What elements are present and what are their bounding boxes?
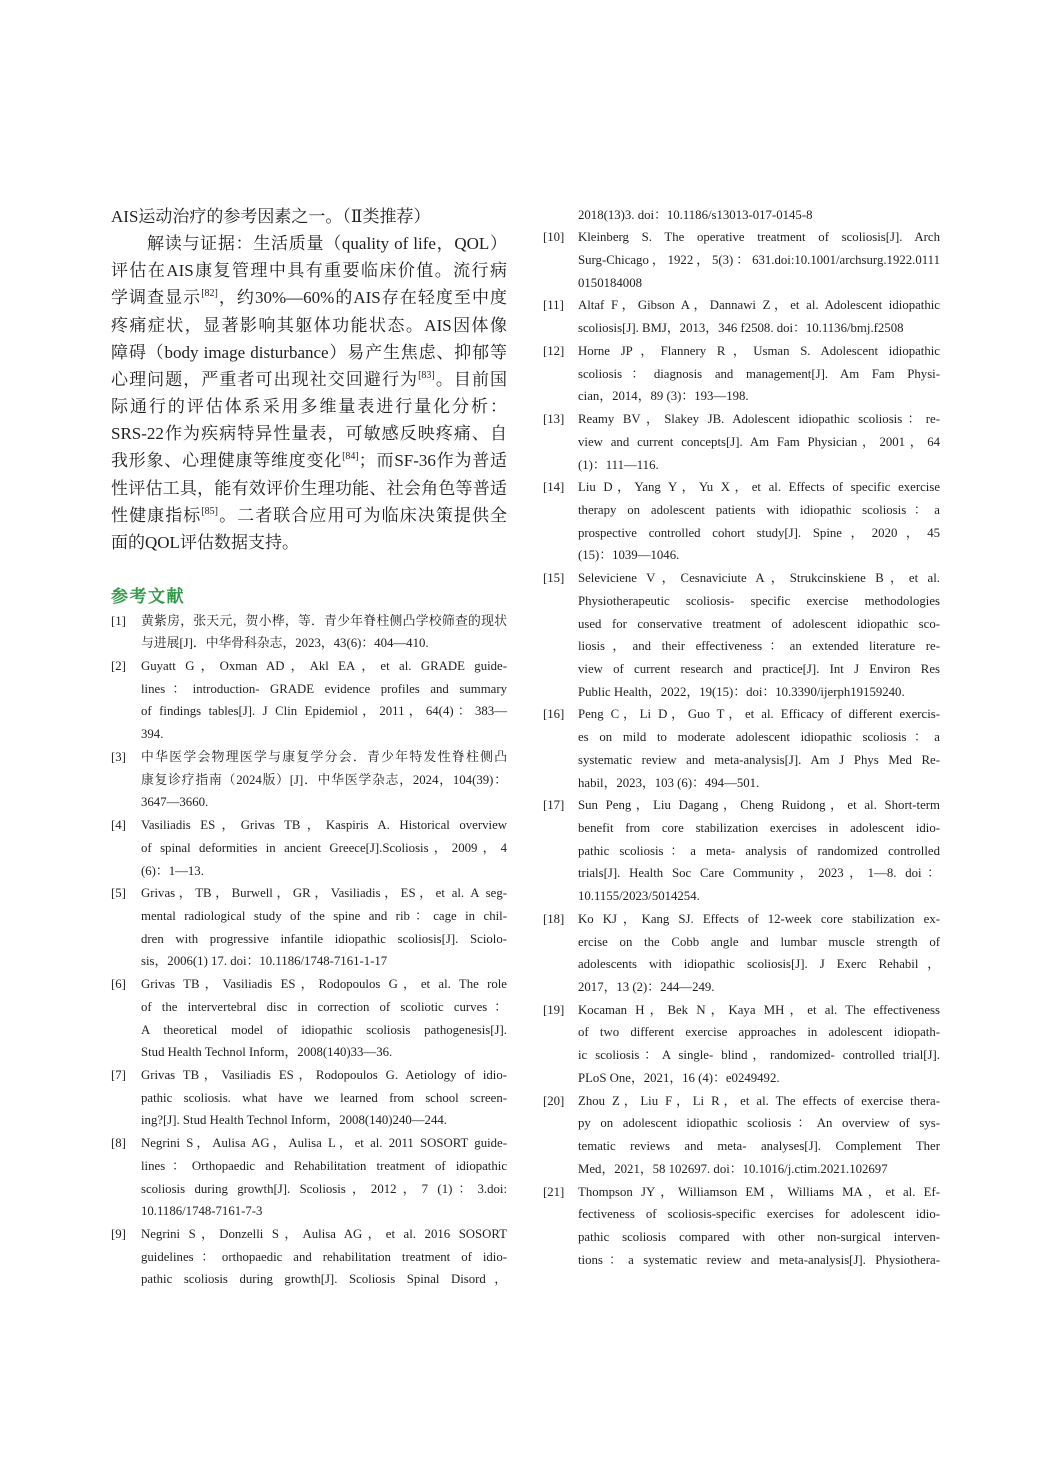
reference-number: [1] <box>111 613 126 628</box>
body-text-run: 障碍（body image disturbance）易产生焦虑、抑郁等 <box>111 342 507 362</box>
body-text-run: 学调查显示 <box>111 288 202 308</box>
reference-line: scoliosis[J]. BMJ，2013，346 f2508. doi：10.1136/bmj.f2508 <box>578 321 904 336</box>
reference-item <box>543 340 940 408</box>
citation-superscript: [85] <box>201 505 218 517</box>
reference-item <box>111 1132 507 1223</box>
reference-line: Liu D，Yang Y，Yu X，et al. Effects of specific exercise <box>578 480 940 495</box>
references-heading: 参考文献 <box>111 587 185 607</box>
body-line <box>111 529 507 556</box>
reference-item <box>543 908 940 999</box>
reference-line: tions：a systematic review and meta-analysis[J]. Physiothera- <box>578 1252 940 1267</box>
reference-item <box>111 610 507 655</box>
reference-line: Ko KJ，Kang SJ. Effects of 12-week core stabilization ex- <box>578 911 940 926</box>
reference-item <box>111 973 507 1064</box>
body-line <box>111 230 507 257</box>
reference-line: used for conservative treatment of adolescent idiopathic sco- <box>578 616 940 631</box>
reference-line: Grivas，TB，Burwell，GR，Vasiliadis，ES，et al. A seg- <box>141 886 507 901</box>
reference-line: Negrini S，Aulisa AG，Aulisa L，et al. 2011 SOSORT guide- <box>141 1136 507 1151</box>
reference-number: [21] <box>543 1184 565 1199</box>
reference-line: systematic review and meta-analysis[J]. Am J Phys Med Re- <box>578 752 940 767</box>
reference-number: [2] <box>111 659 126 674</box>
reference-line: ic scoliosis：A single- blind，randomized- controlled trial[J]. <box>578 1048 940 1063</box>
body-text-run: 面的QOL评估数据支持。 <box>111 532 299 552</box>
reference-item <box>111 1064 507 1132</box>
body-paragraph <box>111 203 507 230</box>
body-text-run: 性评估工具，能有效评价生理功能、社会角色等普适 <box>111 478 507 498</box>
reference-line: Physiotherapeutic scoliosis- specific exercise methodologies <box>578 593 940 608</box>
reference-line: Altaf F，Gibson A，Dannawi Z，et al. Adolescent idiopathic <box>578 298 940 313</box>
reference-item <box>111 814 507 882</box>
reference-number: [14] <box>543 480 565 495</box>
body-text-run: ，约30%—60%的AIS存在轻度至中度 <box>217 288 508 308</box>
reference-line: of findings tables[J]. J Clin Epidemiol，2011，64(4)：383— <box>141 704 507 719</box>
reference-number: [20] <box>543 1093 565 1108</box>
reference-line: scoliosis：diagnosis and management[J]. Am Fam Physi- <box>578 366 940 381</box>
reference-line: Sun Peng，Liu Dagang，Cheng Ruidong，et al. Short-term <box>578 798 940 813</box>
reference-line: liosis，and their effectiveness：an extended literature re- <box>578 639 940 654</box>
reference-line: Guyatt G，Oxman AD，Akl EA，et al. GRADE guide- <box>141 659 507 674</box>
reference-line: 0150184008 <box>578 275 642 290</box>
body-line <box>111 447 507 474</box>
reference-line: 与进展[J]．中华骨科杂志，2023，43(6)：404—410. <box>141 636 429 651</box>
body-line <box>111 339 507 366</box>
reference-line: fectiveness of scoliosis-specific exercises for adolescent idio- <box>578 1207 940 1222</box>
reference-line: pathic scoliosis. what have we learned from school screen- <box>141 1090 507 1105</box>
reference-line: guidelines：orthopaedic and rehabilitation treatment of idio- <box>141 1249 507 1264</box>
reference-line: pathic scoliosis：a meta- analysis of randomized controlled <box>578 843 940 858</box>
reference-number: [10] <box>543 230 565 245</box>
reference-line: Negrini S，Donzelli S，Aulisa AG，et al. 2016 SOSORT <box>141 1227 507 1241</box>
reference-item <box>543 476 940 567</box>
reference-number: [3] <box>111 749 126 764</box>
body-line <box>111 366 507 393</box>
reference-line: mental radiological study of the spine and rib：cage in chil- <box>141 908 507 923</box>
reference-number: [6] <box>111 977 126 992</box>
reference-number: [19] <box>543 1002 565 1017</box>
reference-number: [16] <box>543 707 565 722</box>
body-line <box>111 312 507 339</box>
citation-superscript: [84] <box>342 451 359 463</box>
reference-number: [15] <box>543 571 565 586</box>
reference-number: [12] <box>543 343 565 358</box>
body-text-run: 。二者联合应用可为临床决策提供全 <box>218 505 508 525</box>
reference-line: 中华医学会物理医学与康复学分会．青少年特发性脊柱侧凸 <box>141 749 507 764</box>
reference-item <box>543 1090 940 1181</box>
body-line <box>111 420 507 447</box>
reference-item <box>543 294 940 339</box>
reference-line: adolescents with idiopathic scoliosis[J]. J Exerc Rehabil， <box>578 957 940 972</box>
reference-item <box>111 1223 507 1291</box>
reference-line: 2018(13)3. doi：10.1186/s13013-017-0145-8 <box>578 207 813 222</box>
reference-item <box>111 882 507 973</box>
reference-line: 2017，13 (2)：244—249. <box>578 980 715 995</box>
body-text-run: ；而SF-36作为普适 <box>358 451 507 471</box>
reference-line: Reamy BV，Slakey JB. Adolescent idiopathic scoliosis：re- <box>578 412 940 427</box>
body-text-run: 际通行的评估体系采用多维量表进行量化分析： <box>111 397 507 417</box>
reference-number: [7] <box>111 1067 126 1082</box>
reference-line: (15)：1039—1046. <box>578 548 680 563</box>
reference-line: prospective controlled cohort study[J]. Spine，2020，45 <box>578 525 940 540</box>
references-list-right-column <box>543 204 940 1272</box>
reference-line: PLoS One，2021，16 (4)：e0249492. <box>578 1070 780 1085</box>
reference-number: [17] <box>543 798 565 813</box>
body-text-run: 。目前国 <box>434 369 508 389</box>
reference-line: lines：introduction- GRADE evidence profiles and summary <box>141 681 507 696</box>
reference-line: A theoretical model of idiopathic scoliosis pathogenesis[J]. <box>141 1022 507 1037</box>
reference-line: Grivas TB，Vasiliadis ES，Rodopoulos G，et al. The role <box>141 977 507 992</box>
reference-line: 10.1155/2023/5014254. <box>578 889 700 904</box>
reference-number: [9] <box>111 1227 126 1241</box>
body-text-run: 评估在AIS康复管理中具有重要临床价值。流行病 <box>111 261 507 281</box>
reference-line: habil，2023，103 (6)：494—501. <box>578 775 760 790</box>
body-line <box>111 257 507 284</box>
reference-item <box>543 794 940 908</box>
citation-superscript: [82] <box>201 288 218 300</box>
reference-line: sis，2006(1) 17. doi：10.1186/1748-7161-1-17 <box>141 954 388 969</box>
reference-item <box>543 1181 940 1272</box>
reference-line: (1)：111—116. <box>578 457 659 472</box>
reference-line: lines：Orthopaedic and Rehabilitation treatment of idiopathic <box>141 1158 507 1173</box>
reference-line: cian，2014，89 (3)：193—198. <box>578 389 749 404</box>
reference-line: tematic reviews and meta- analyses[J]. Complement Ther <box>578 1139 940 1154</box>
reference-line: therapy on adolescent patients with idiopathic scoliosis：a <box>578 502 940 517</box>
body-text-run: AIS运动治疗的参考因素之一。（Ⅱ类推荐） <box>111 207 431 226</box>
body-text-run: SRS-22作为疾病特异性量表，可敏感反映疼痛、自 <box>111 424 507 444</box>
body-line <box>111 475 507 502</box>
reference-line: Vasiliadis ES，Grivas TB，Kaspiris A. Historical overview <box>141 818 507 833</box>
reference-line: 康复诊疗指南（2024版）[J]．中华医学杂志，2024，104(39)： <box>141 772 507 787</box>
reference-number: [8] <box>111 1136 126 1151</box>
reference-line: Stud Health Technol Inform，2008(140)33—36. <box>141 1045 393 1060</box>
reference-line: 3647—3660. <box>141 795 209 810</box>
reference-item <box>543 226 940 294</box>
reference-line: dren with progressive infantile idiopathic scoliosis[J]. Sciolo- <box>141 931 507 946</box>
references-list-left-column <box>111 610 507 1292</box>
reference-line: Kleinberg S. The operative treatment of scoliosis[J]. Arch <box>578 230 940 245</box>
reference-item-continued <box>543 204 940 227</box>
reference-item <box>111 655 507 746</box>
reference-line: of spinal deformities in ancient Greece[J].Scoliosis，2009，4 <box>141 840 507 855</box>
body-text-run: 疼痛症状，显著影响其躯体功能状态。AIS因体像 <box>111 315 507 335</box>
reference-line: ercise on the Cobb angle and lumbar muscle strength of <box>578 934 940 949</box>
reference-line: 394. <box>141 727 164 742</box>
body-text-run: 性健康指标 <box>111 505 202 525</box>
reference-line: Peng C，Li D，Guo T，et al. Efficacy of different exercis- <box>578 707 940 722</box>
reference-line: Kocaman H，Bek N，Kaya MH，et al. The effectiveness <box>578 1002 940 1017</box>
reference-item <box>543 408 940 476</box>
reference-line: Thompson JY，Williamson EM，Williams MA，et al. Ef- <box>578 1184 940 1199</box>
body-text-run: 心理问题，严重者可出现社交回避行为 <box>111 369 419 389</box>
body-line <box>111 284 507 311</box>
reference-line: Zhou Z，Liu F，Li R，et al. The effects of exercise thera- <box>578 1093 940 1108</box>
reference-line: of the intervertebral disc in correction of scoliotic curves： <box>141 999 507 1014</box>
reference-line: scoliosis during growth[J]. Scoliosis，2012，7 (1)：3.doi: <box>141 1181 507 1196</box>
reference-line: pathic scoliosis during growth[J]. Scoliosis Spinal Disord， <box>141 1272 507 1287</box>
body-text <box>111 203 507 556</box>
reference-item <box>543 999 940 1090</box>
body-text-run: 解读与证据：生活质量（quality of life，QOL） <box>147 234 507 254</box>
reference-number: [18] <box>543 911 565 926</box>
reference-number: [11] <box>543 298 564 313</box>
reference-number: [5] <box>111 886 126 901</box>
reference-line: (6)：1—13. <box>141 863 204 878</box>
reference-line: benefit from core stabilization exercises in adolescent idio- <box>578 821 940 835</box>
reference-line: 10.1186/1748-7161-7-3 <box>141 1204 263 1219</box>
body-line <box>111 502 507 529</box>
body-line <box>111 203 507 230</box>
reference-line: 黄紫房，张天元，贺小桦，等．青少年脊柱侧凸学校筛查的现状 <box>141 613 507 628</box>
reference-item <box>543 703 940 794</box>
citation-superscript: [83] <box>418 369 435 381</box>
reference-line: Horne JP，Flannery R，Usman S. Adolescent idiopathic <box>578 343 940 358</box>
reference-number: [4] <box>111 818 126 833</box>
reference-line: view and current concepts[J]. Am Fam Physician，2001，64 <box>578 434 940 449</box>
body-text-run: 我形象、心理健康等维度变化 <box>111 451 343 471</box>
reference-line: Surg-Chicago，1922，5(3)：631.doi:10.1001/archsurg.1922.0111 <box>578 253 940 268</box>
body-paragraph <box>111 230 507 556</box>
reference-line: trials[J]. Health Soc Care Community，2023，1—8. doi： <box>578 866 940 881</box>
reference-item <box>111 746 507 814</box>
reference-line: Med，2021，58 102697. doi：10.1016/j.ctim.2021.102697 <box>578 1161 888 1176</box>
reference-line: ing?[J]. Stud Health Technol Inform，2008(140)240—244. <box>141 1113 447 1128</box>
reference-line: pathic scoliosis compared with other non-surgical interven- <box>578 1229 940 1244</box>
reference-line: of two different exercise approaches in adolescent idiopath- <box>578 1025 940 1040</box>
body-line <box>111 393 507 420</box>
reference-line: view of current research and practice[J]. Int J Environ Res <box>578 661 940 676</box>
reference-line: Grivas TB，Vasiliadis ES，Rodopoulos G. Aetiology of idio- <box>141 1067 507 1082</box>
reference-line: es on mild to moderate adolescent idiopathic scoliosis：a <box>578 730 940 745</box>
reference-item <box>543 567 940 703</box>
reference-number: [13] <box>543 412 565 427</box>
reference-line: Public Health，2022，19(15)：doi：10.3390/ijerph19159240. <box>578 684 905 699</box>
reference-line: py on adolescent idiopathic scoliosis：An overview of sys- <box>578 1116 940 1131</box>
reference-line: Seleviciene V，Cesnaviciute A，Strukcinskiene B，et al. <box>578 571 940 586</box>
